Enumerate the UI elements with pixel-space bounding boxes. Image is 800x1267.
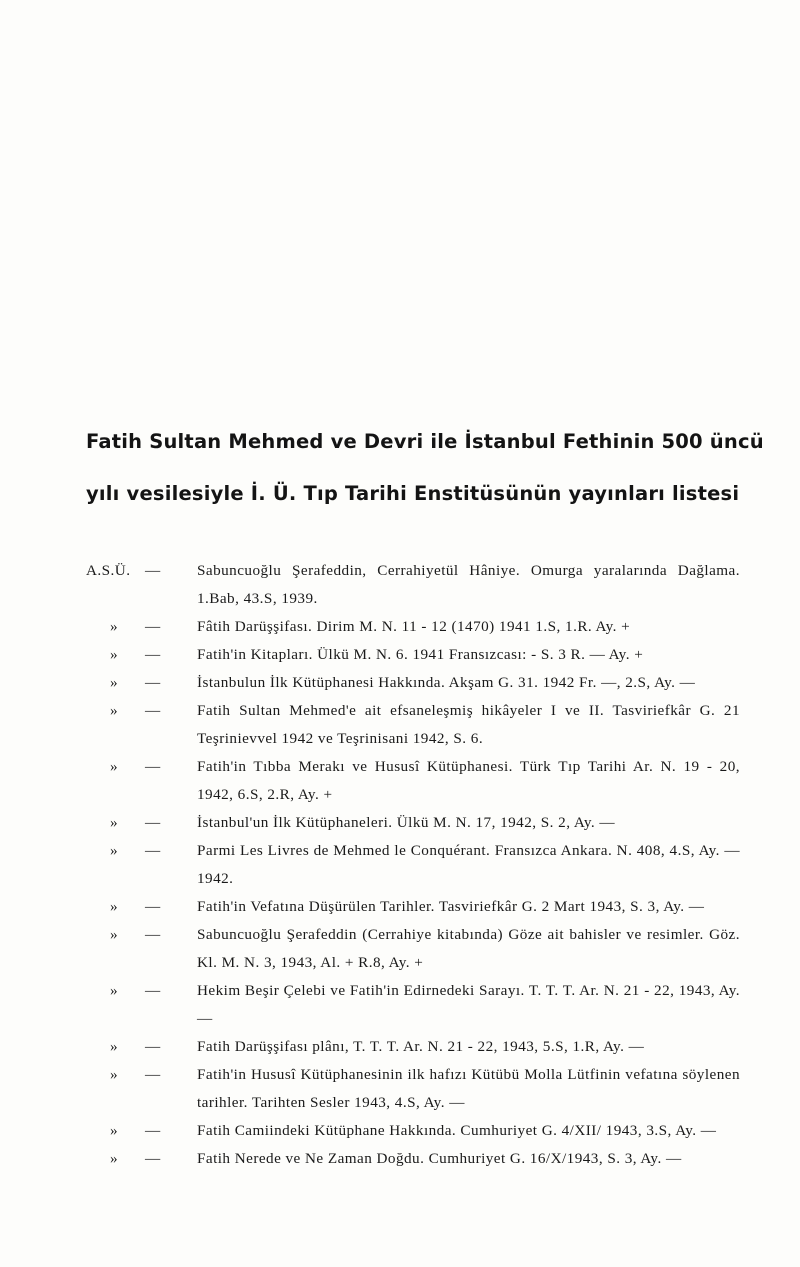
entry-text: Fatih Nerede ve Ne Zaman Doğdu. Cumhuriyet G. 16/X/1943, S. 3, Ay. — <box>197 1150 682 1167</box>
bibliography-entry <box>0 1145 800 1173</box>
bibliography-list <box>0 557 800 1173</box>
entry-text: Fatih Camiindeki Kütüphane Hakkında. Cumhuriyet G. 4/XII/ 1943, 3.S, Ay. — <box>197 1122 717 1139</box>
entry-text: İstanbul'un İlk Kütüphaneleri. Ülkü M. N. 17, 1942, S. 2, Ay. — <box>197 814 616 831</box>
entry-dash: — <box>145 926 161 943</box>
bibliography-entry <box>0 557 800 613</box>
entry-dash: — <box>145 562 161 579</box>
entry-text: Fatih Sultan Mehmed'e ait efsaneleşmiş hikâyeler I ve II. Tasviriefkâr G. 21 Teşrinievvel 1942 ve Teşrinisani 1942, S. 6. <box>197 702 740 747</box>
bibliography-entry <box>0 809 800 837</box>
page-title-line-1: Fatih Sultan Mehmed ve Devri ile İstanbul Fethinin 500 üncü <box>86 430 764 453</box>
entry-text: Parmi Les Livres de Mehmed le Conquérant. Fransızca Ankara. N. 408, 4.S, Ay. — 1942. <box>197 842 740 887</box>
entry-dash: — <box>145 758 161 775</box>
entry-ditto-marker: » <box>110 1066 119 1083</box>
entry-dash: — <box>145 898 161 915</box>
entry-ditto-marker: » <box>110 1038 119 1055</box>
bibliography-entry <box>0 893 800 921</box>
bibliography-entry <box>0 1033 800 1061</box>
entry-dash: — <box>145 618 161 635</box>
entry-ditto-marker: » <box>110 1122 119 1139</box>
entry-ditto-marker: » <box>110 842 119 859</box>
entry-text: Fatih'in Tıbba Merakı ve Hususî Kütüphanesi. Türk Tıp Tarihi Ar. N. 19 - 20, 1942, 6.S, 2.R, Ay. + <box>197 758 740 803</box>
bibliography-entry <box>0 613 800 641</box>
entry-text: Fatih'in Kitapları. Ülkü M. N. 6. 1941 Fransızcası: - S. 3 R. — Ay. + <box>197 646 644 663</box>
entry-dash: — <box>145 674 161 691</box>
entry-text: Sabuncuoğlu Şerafeddin (Cerrahiye kitabında) Göze ait bahisler ve resimler. Göz. Kl. M. N. 3, 1943, Al. + R.8, Ay. + <box>197 926 740 971</box>
entry-ditto-marker: » <box>110 1150 119 1167</box>
entry-ditto-marker: » <box>110 646 119 663</box>
page-title-line-2: yılı vesilesiyle İ. Ü. Tıp Tarihi Enstitüsünün yayınları listesi <box>86 482 740 505</box>
entry-text: Fâtih Darüşşifası. Dirim M. N. 11 - 12 (1470) 1941 1.S, 1.R. Ay. + <box>197 618 631 635</box>
entry-text: Fatih'in Vefatına Düşürülen Tarihler. Tasviriefkâr G. 2 Mart 1943, S. 3, Ay. — <box>197 898 705 915</box>
entry-dash: — <box>145 982 161 999</box>
entry-ditto-marker: » <box>110 618 119 635</box>
bibliography-entry <box>0 1117 800 1145</box>
bibliography-entry <box>0 753 800 809</box>
bibliography-entry <box>0 641 800 669</box>
bibliography-entry <box>0 669 800 697</box>
entry-text: Hekim Beşir Çelebi ve Fatih'in Edirnedeki Sarayı. T. T. T. Ar. N. 21 - 22, 1943, Ay. — <box>197 982 740 1027</box>
entry-text: Fatih'in Hususî Kütüphanesinin ilk hafızı Kütübü Molla Lütfinin vefatına söylenen tarihler. Tarihten Sesler 1943, 4.S, Ay. — <box>197 1066 740 1111</box>
entry-dash: — <box>145 842 161 859</box>
entry-ditto-marker: » <box>110 898 119 915</box>
entry-text: Fatih Darüşşifası plânı, T. T. T. Ar. N. 21 - 22, 1943, 5.S, 1.R, Ay. — <box>197 1038 645 1055</box>
entry-dash: — <box>145 814 161 831</box>
entry-dash: — <box>145 1066 161 1083</box>
entry-ditto-marker: » <box>110 926 119 943</box>
entry-text: Sabuncuoğlu Şerafeddin, Cerrahiyetül Hâniye. Omurga yaralarında Dağlama. 1.Bab, 43.S, 1939. <box>197 562 740 607</box>
bibliography-entry <box>0 977 800 1033</box>
bibliography-entry <box>0 921 800 977</box>
bibliography-entry <box>0 1061 800 1117</box>
entry-ditto-marker: » <box>110 982 119 999</box>
entry-ditto-marker: » <box>110 814 119 831</box>
entry-dash: — <box>145 1122 161 1139</box>
entry-ditto-marker: » <box>110 758 119 775</box>
entry-text: İstanbulun İlk Kütüphanesi Hakkında. Akşam G. 31. 1942 Fr. —, 2.S, Ay. — <box>197 674 696 691</box>
bibliography-entry <box>0 837 800 893</box>
entry-dash: — <box>145 702 161 719</box>
bibliography-entry <box>0 697 800 753</box>
entry-dash: — <box>145 1038 161 1055</box>
entry-dash: — <box>145 646 161 663</box>
entry-author-marker: A.S.Ü. <box>86 562 131 579</box>
entry-dash: — <box>145 1150 161 1167</box>
entry-ditto-marker: » <box>110 702 119 719</box>
entry-ditto-marker: » <box>110 674 119 691</box>
